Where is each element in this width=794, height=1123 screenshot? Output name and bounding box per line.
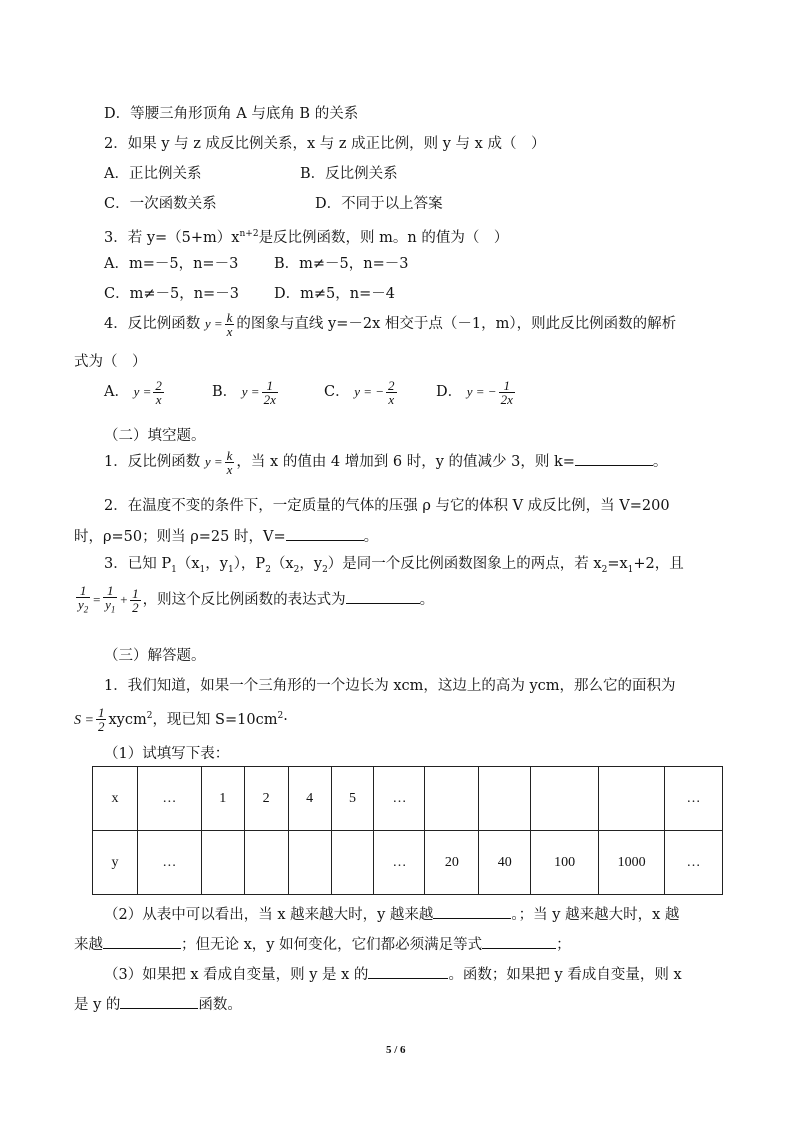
answer-blank[interactable] [368,964,448,979]
question-part-2: （2）从表中可以看出，当 x 越来越大时，y 越来越 。；当 y 越来越大时，x 越 [104,904,679,925]
answer-blank[interactable] [346,589,420,604]
answer-question-1-cont: S = $\frac{1}{2}$ xycm$^2$，现已知 $S=10cm^2\cdot$ [74,705,288,735]
q4-option-b: B． y = $\frac{1}{2x}$ [212,377,276,407]
answer-blank[interactable] [103,934,181,949]
table-cell: 40 [479,831,531,895]
answer-blank[interactable] [433,904,511,919]
table-cell: 1000 [599,831,665,895]
answer-blank[interactable] [575,451,653,466]
q3-option-a: A．m=－5，n=－3 [104,256,239,272]
fill-question-1: 1．反比例函数 y = $\frac{k}{x}$ ，当 x 的值由 4 增加到 6 时，y 的值减少 3，则 k= 。 [104,447,668,477]
table-cell-blank[interactable] [531,767,599,831]
q2-option-b: B．反比例关系 [300,166,398,182]
table-cell: x [93,767,138,831]
fill-question-2-cont: 时，ρ=50；则当 ρ=25 时，V= 。 [74,526,378,547]
question-part-2-cont: 来越 ；但无论 x，y 如何变化，它们都必须满足等式 ； [74,934,571,955]
table-cell: 100 [531,831,599,895]
answer-blank[interactable] [286,526,364,541]
q2-option-a: A．正比例关系 [104,166,202,182]
q4-option-c: C． y = − $\frac{2}{x}$ [324,377,395,407]
table-instruction: （1）试填写下表： [104,746,230,762]
question-4: 4．反比例函数 y = $\frac{k}{x}$ 的图象与直线 y=－2x 相交于点（－1，m），则此反比例函数的解析 [104,309,677,339]
table-cell: 1 [201,767,244,831]
q3-option-c: C．m≠－5，n=－3 [104,286,239,302]
table-cell-blank[interactable] [331,831,374,895]
xy-table [92,766,723,895]
table-cell: … [374,767,425,831]
option-d-line: D．等腰三角形顶角 A 与底角 B 的关系 [104,106,359,122]
table-row-y [93,831,723,895]
table-cell-blank[interactable] [288,831,331,895]
question-2: 2．如果 y 与 z 成反比例关系，x 与 z 成正比例，则 y 与 x 成（ ） [104,136,546,152]
fill-question-3: 3．已知 $P_1(x_1$，$y_1$），$P_2(x_2$，$y_2$）是同一个反比例函数图象上的两点，若 $x_2=x_1+2$，且 [104,556,684,575]
question-part-3-cont: 是 y 的 函数。 [74,994,242,1015]
table-cell: 4 [288,767,331,831]
section-answer-title: （三）解答题。 [104,648,206,664]
answer-question-1: 1．我们知道，如果一个三角形的一个边长为 xcm，这边上的高为 ycm，那么它的面积为 [104,678,676,694]
table-cell: 5 [331,767,374,831]
answer-blank[interactable] [482,934,556,949]
question-part-3: （3）如果把 x 看成自变量，则 y 是 x 的 。函数；如果把 y 看成自变量，则 x [104,964,682,985]
question-4-cont: 式为（ ） [74,354,147,370]
answer-blank[interactable] [120,994,198,1009]
table-cell: … [137,767,201,831]
q3-option-b: B．m≠－5，n=－3 [274,256,409,272]
fill-question-2: 2．在温度不变的条件下，一定质量的气体的压强 ρ 与它的体积 V 成反比例，当 V=200 [104,498,670,514]
table-cell: … [374,831,425,895]
table-cell-blank[interactable] [201,831,244,895]
table-cell: y [93,831,138,895]
table-cell-blank[interactable] [244,831,288,895]
table-cell-blank[interactable] [479,767,531,831]
q2-option-c: C．一次函数关系 [104,196,217,212]
table-cell: … [665,831,723,895]
q4-option-a: A． y = $\frac{2}{x}$ [104,377,162,407]
fill-question-3-cont: $\frac{1}{y_2}$ = $\frac{1}{y_1}$ + $\frac{1}{2}$ ，则这个反比例函数的表达式为 。 [78,582,435,615]
page-number: 5 / 6 [386,1044,406,1056]
table-cell: 2 [244,767,288,831]
question-3: 3．若 $y=(5+m)x^{n+2}$是反比例函数，则 m。n 的值为（ ） [104,229,509,246]
table-cell-blank[interactable] [425,767,479,831]
q2-option-d: D．不同于以上答案 [315,196,443,212]
table-cell: 20 [425,831,479,895]
table-row-x [93,767,723,831]
q3-option-d: D．m≠5，n=－4 [274,286,395,302]
table-cell: … [137,831,201,895]
q4-option-d: D． y = − $\frac{1}{2x}$ [436,377,513,407]
section-fill-in-title: （二）填空题。 [104,428,206,444]
table-cell: … [665,767,723,831]
table-cell-blank[interactable] [599,767,665,831]
